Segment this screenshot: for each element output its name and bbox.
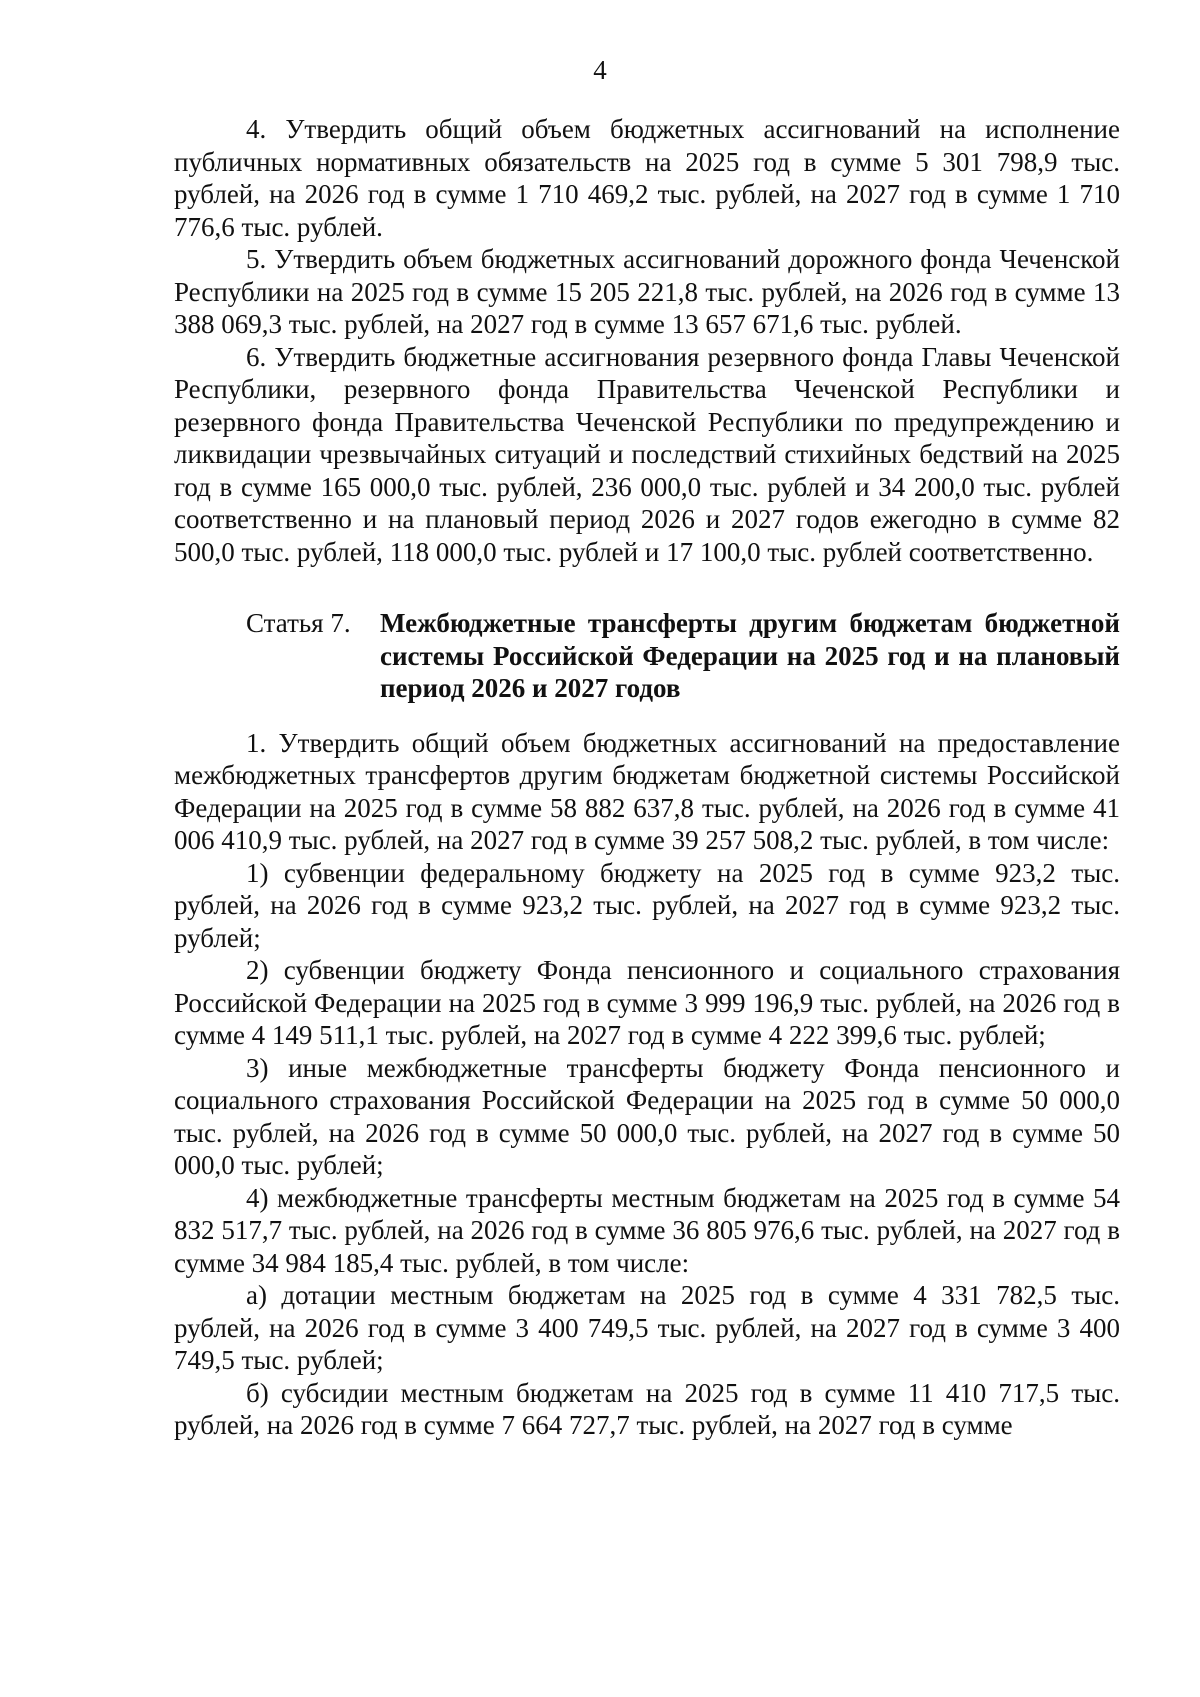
article-title: Межбюджетные трансферты другим бюджетам бюджетной системы Российской Федерации на 2025 год и на плановый период 2026 и 2027 годов [380, 608, 1120, 703]
item-4-local-budget-transfers: 4) межбюджетные трансферты местным бюджетам на 2025 год в сумме 54 832 517,7 тыс. рублей, на 2026 год в сумме 36 805 976,6 тыс. рублей, на 2027 год в сумме 34 984 185,4 тыс. рублей, в том числе: [174, 1182, 1120, 1278]
article-heading [174, 607, 1120, 705]
item-2-pension-fund-subventions: 2) субвенции бюджету Фонда пенсионного и социального страхования Российской Федерации на 2025 год в сумме 3 999 196,9 тыс. рублей, на 2026 год в сумме 4 149 511,1 тыс. рублей, на 2027 год в сумме 4 222 399,6 тыс. рублей; [174, 955, 1120, 1050]
item-3-pension-fund-other-transfers: 3) иные межбюджетные трансферты бюджету Фонда пенсионного и социального страхования Российской Федерации на 2025 год в сумме 50 000,0 тыс. рублей, на 2026 год в сумме 50 000,0 тыс. рублей, на 2027 год в сумме 50 000,0 тыс. рублей; [174, 1052, 1120, 1180]
paragraph-5-road-fund: 5. Утвердить объем бюджетных ассигнований дорожного фонда Чеченской Республики на 2025 год в сумме 15 205 221,8 тыс. рублей, на 2026 год в сумме 13 388 069,3 тыс. рублей, на 2027 год в сумме 13 657 671,6 тыс. рублей. [174, 244, 1120, 339]
paragraph-4-public-obligations: 4. Утвердить общий объем бюджетных ассигнований на исполнение публичных нормативных обязательств на 2025 год в сумме 5 301 798,9 тыс. рублей, на 2026 год в сумме 1 710 469,2 тыс. рублей, на 2027 год в сумме 1 710 776,6 тыс. рублей. [174, 114, 1120, 242]
item-1-federal-subventions: 1) субвенции федеральному бюджету на 2025 год в сумме 923,2 тыс. рублей, на 2026 год в сумме 923,2 тыс. рублей, на 2027 год в сумме 923,2 тыс. рублей; [174, 857, 1120, 953]
paragraph-6-reserve-funds: 6. Утвердить бюджетные ассигнования резервного фонда Главы Чеченской Республики, резервного фонда Правительства Чеченской Республики и резервного фонда Правительства Чеченской Республики по предупреждению и ликвидации чрезвычайных ситуаций и последствий стихийных бедствий на 2025 год в сумме 165 000,0 тыс. рублей, 236 000,0 тыс. рублей и 34 200,0 тыс. рублей соответственно и на плановый период 2026 и 2027 годов ежегодно в сумме 82 500,0 тыс. рублей, 118 000,0 тыс. рублей и 17 100,0 тыс. рублей соответственно. [174, 341, 1120, 567]
paragraph-1-total-transfers: 1. Утвердить общий объем бюджетных ассигнований на предоставление межбюджетных трансфертов другим бюджетам бюджетной системы Российской Федерации на 2025 год в сумме 58 882 637,8 тыс. рублей, на 2026 год в сумме 41 006 410,9 тыс. рублей, на 2027 год в сумме 39 257 508,2 тыс. рублей, в том числе: [174, 727, 1120, 855]
article-label: Статья 7. [246, 608, 351, 638]
subitem-a-local-subsidies: а) дотации местным бюджетам на 2025 год в сумме 4 331 782,5 тыс. рублей, на 2026 год в сумме 3 400 749,5 тыс. рублей, на 2027 год в сумме 3 400 749,5 тыс. рублей; [174, 1280, 1120, 1375]
page-number: 4 [593, 55, 607, 85]
document-body [174, 113, 1120, 1442]
subitem-b-local-subsidies: б) субсидии местным бюджетам на 2025 год в сумме 11 410 717,5 тыс. рублей, на 2026 год в сумме 7 664 727,7 тыс. рублей, на 2027 год в сумме [174, 1377, 1120, 1440]
